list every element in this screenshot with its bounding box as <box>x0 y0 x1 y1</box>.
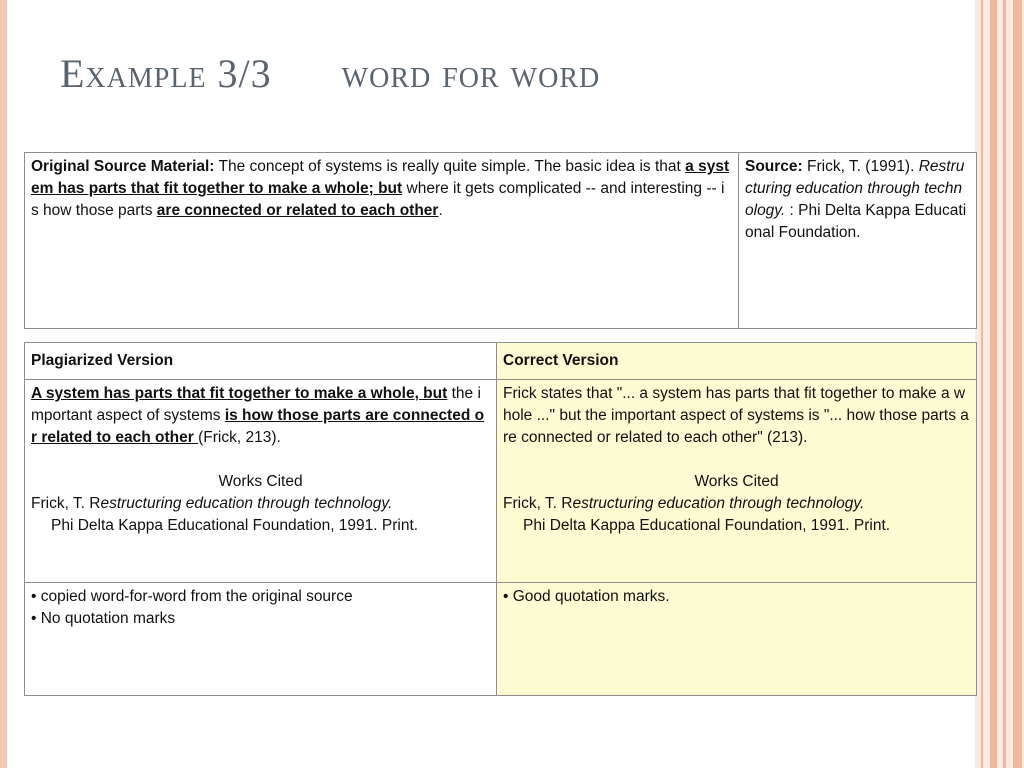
plagiarized-text-2: (Frick, 213). <box>198 429 281 446</box>
original-text-3: . <box>438 202 443 219</box>
correct-citation-author: Frick, T. R <box>503 495 573 512</box>
correct-citation-line <box>503 495 864 512</box>
plagiarized-citation-author: Frick, T. R <box>31 495 101 512</box>
correct-version-cell <box>497 380 977 583</box>
correct-text: Frick states that "... a system has parts that fit together to make a whole ..." but the important aspect of systems is "... how those parts are connected or related to each other" (213). <box>503 385 969 446</box>
original-quote-1: a system has parts that fit together to make a whole; but <box>31 158 730 197</box>
correct-notes-cell <box>497 583 977 696</box>
slide-title <box>60 50 600 98</box>
plagiarized-quote-1: A system has parts that fit together to make a whole, but <box>31 385 448 402</box>
plagiarized-works-cited-label: Works Cited <box>218 473 303 490</box>
source-citation-cell <box>739 153 977 329</box>
plagiarized-note: • copied word-for-word from the original source <box>31 588 353 605</box>
plagiarized-version-cell <box>25 380 497 583</box>
source-text-2: : Phi Delta Kappa Educational Foundation. <box>745 202 967 241</box>
correct-citation-publisher: Phi Delta Kappa Educational Foundation, 1991. Print. <box>523 517 891 534</box>
plagiarized-header-cell <box>25 343 497 380</box>
plagiarized-citation-publisher: Phi Delta Kappa Educational Foundation, 1991. Print. <box>51 517 419 534</box>
correct-works-cited-label: Works Cited <box>694 473 779 490</box>
correct-header: Correct Version <box>503 352 619 369</box>
correct-citation-title: estructuring education through technology. <box>572 495 865 512</box>
source-label: Source: <box>745 158 803 175</box>
plagiarized-note: • No quotation marks <box>31 610 176 627</box>
correct-header-cell <box>497 343 977 380</box>
original-quote-2: are connected or related to each other <box>156 202 439 219</box>
source-text-1: Frick, T. (1991). <box>802 158 919 175</box>
plagiarized-quote-2: is how those parts are connected or related to each other <box>31 407 485 446</box>
source-table <box>24 152 977 329</box>
original-source-label: Original Source Material: <box>31 158 215 175</box>
slide-title-sub: word for word <box>341 51 601 96</box>
plagiarized-citation-title: estructuring education through technology. <box>100 495 393 512</box>
correct-note: • Good quotation marks. <box>503 588 670 605</box>
plagiarized-text-1: the important aspect of systems <box>31 385 481 424</box>
left-decorative-strip <box>0 0 7 768</box>
original-text-1: The concept of systems is really quite simple. The basic idea is that <box>214 158 686 175</box>
original-source-cell <box>25 153 739 329</box>
plagiarized-header: Plagiarized Version <box>31 352 174 369</box>
plagiarized-notes-cell <box>25 583 497 696</box>
plagiarized-citation-line <box>31 495 392 512</box>
source-title: Restructuring education through technology. <box>745 158 965 219</box>
slide-title-main: Example 3/3 <box>60 51 272 96</box>
right-decorative-stripes <box>975 0 1024 768</box>
original-text-2: where it gets complicated -- and interesting -- is how those parts <box>31 180 725 219</box>
comparison-table <box>24 342 977 696</box>
